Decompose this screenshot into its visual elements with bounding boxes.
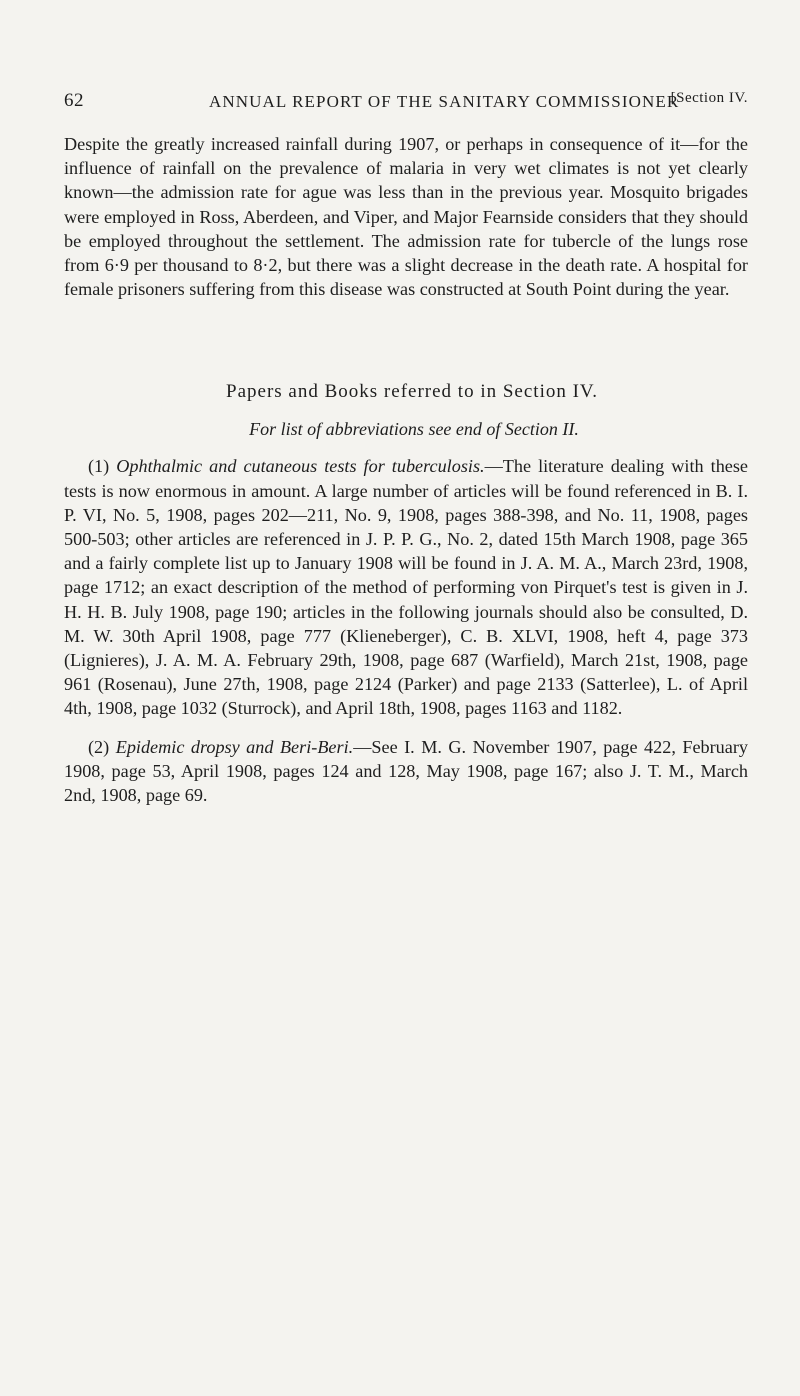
reference-entry-1 bbox=[64, 454, 748, 720]
abbreviations-note: For list of abbreviations see end of Section II. bbox=[249, 419, 579, 440]
entry-title: Epidemic dropsy and Beri-Beri. bbox=[115, 736, 354, 757]
entry-number: (2) bbox=[88, 736, 110, 757]
page-number: 62 bbox=[64, 90, 84, 111]
entry-number: (1) bbox=[88, 456, 110, 477]
entry-text: —See I. M. G. November 1907, page 422, February 1908, page 53, April 1908, pages 124 and 128, May 1908, page 167; also J. T. M., March 2nd, 1908, page 69. bbox=[64, 736, 749, 806]
header-title: ANNUAL REPORT OF THE SANITARY COMMISSIONER bbox=[209, 92, 680, 111]
reference-entry-2 bbox=[64, 735, 748, 808]
running-head bbox=[64, 82, 748, 112]
section-label: [Section IV. bbox=[670, 90, 748, 106]
references-heading: Papers and Books referred to in Section IV. bbox=[226, 381, 598, 403]
body-paragraph: Despite the greatly increased rainfall during 1907, or perhaps in consequence of it—for the influence of rainfall on the prevalence of malaria in very wet climates is not yet clearly known—the admission rate for ague was less than in the previous year. Mosquito brigades were employed in Ross, Aberdeen, and Viper, and Major Fearnside considers that they should be employed throughout the settlement. The admission rate for tubercle of the lungs rose from 6·9 per thousand to 8·2, but there was a slight decrease in the death rate. A hospital for female prisoners suffering from this disease was constructed at South Point during the year. bbox=[64, 134, 748, 300]
entry-text: —The literature dealing with these tests is now enormous in amount. A large number of articles will be found referenced in B. I. P. VI, No. 5, 1908, pages 202—211, No. 9, 1908, pages 388-398, and No. 11, 1908, pages 500-503; other articles are referenced in J. P. P. G., No. 2, dated 15th March 1908, page 365 and a fairly complete list up to January 1908 will be found in J. A. M. A., March 23rd, 1908, page 1712; an exact description of the method of performing von Pirquet's test is given in J. H. H. B. July 1908, page 190; articles in the following journals should also be consulted, D. M. W. 30th April 1908, page 777 (Klieneberger), C. B. XLVI, 1908, heft 4, page 373 (Lignieres), J. A. M. A. February 29th, 1908, page 687 (Warfield), March 21st, 1908, page 961 (Rosenau), June 27th, 1908, page 2124 (Parker) and page 2133 (Satterlee), L. of April 4th, 1908, page 1032 (Sturrock), and April 18th, 1908, pages 1163 and 1182. bbox=[64, 456, 749, 719]
entry-title: Ophthalmic and cutaneous tests for tuberculosis. bbox=[116, 456, 485, 477]
